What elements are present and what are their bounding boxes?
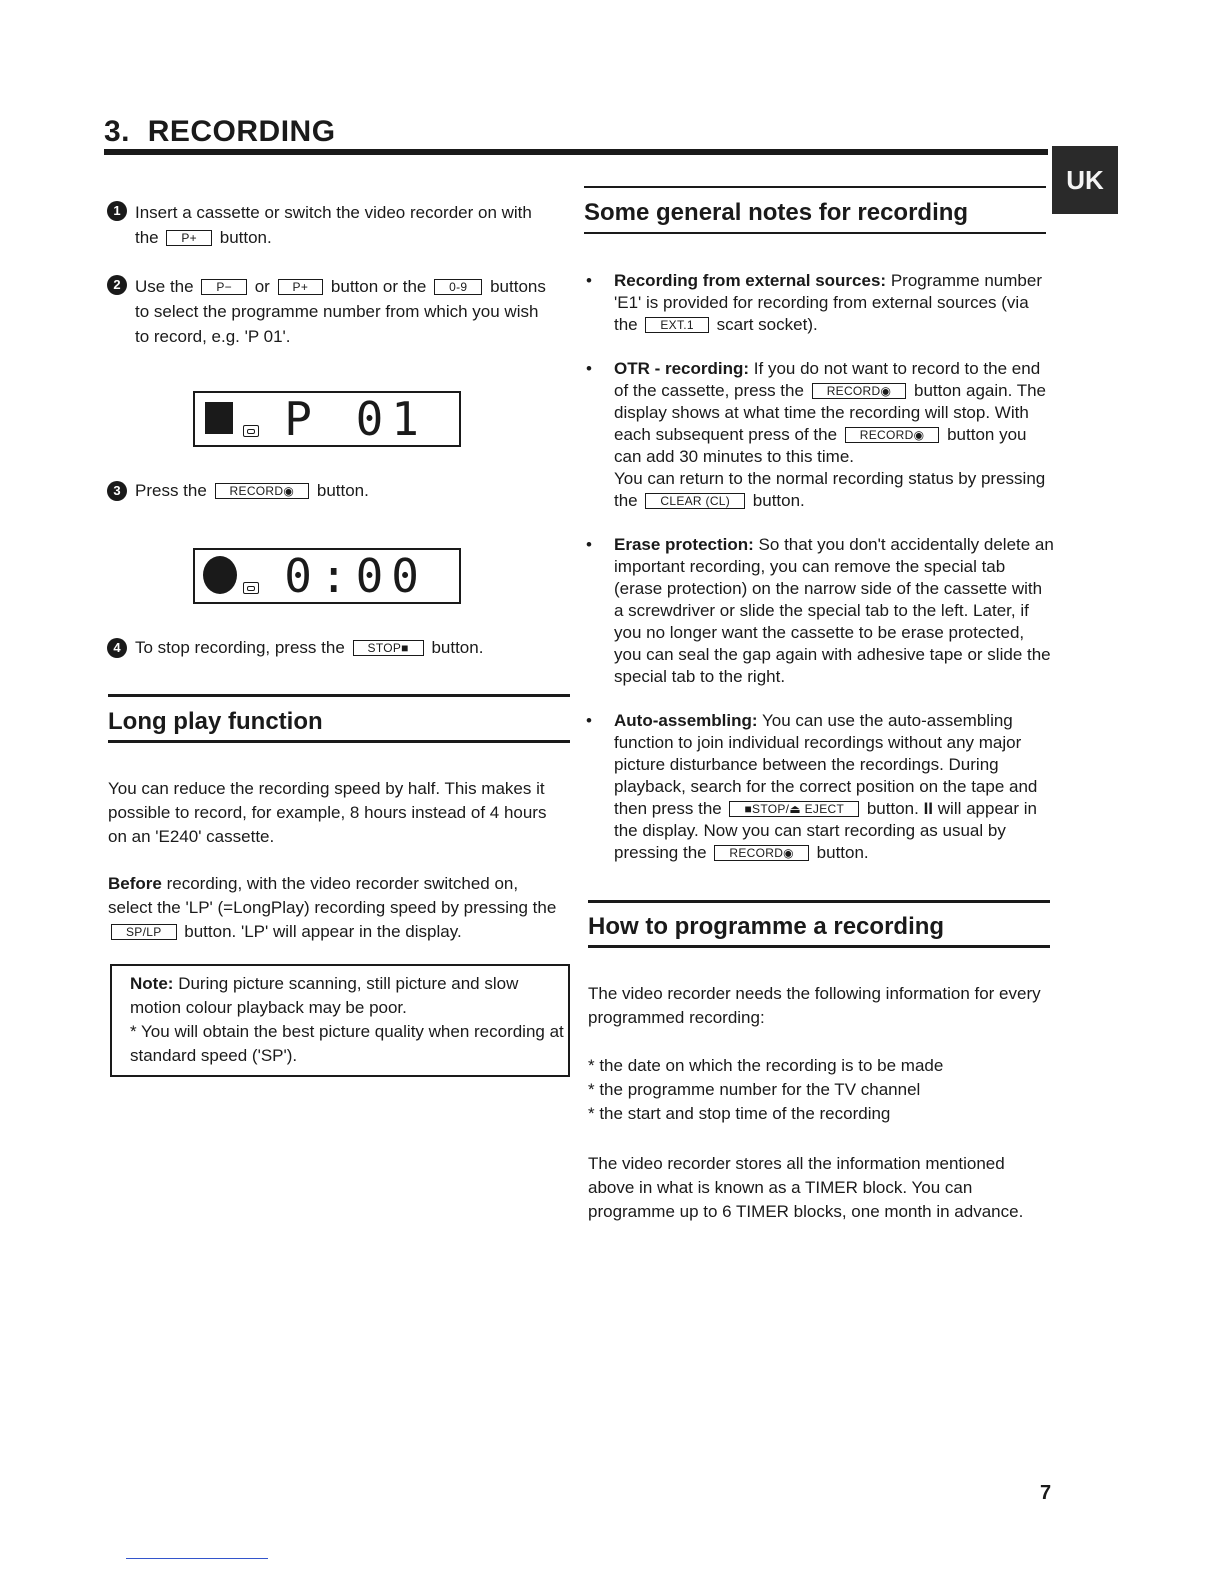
vcr-display-recording [193, 548, 461, 604]
page-number: 7 [1040, 1482, 1052, 1504]
section-rule [108, 694, 570, 697]
p-minus-key: P− [201, 279, 247, 295]
ext1-key: EXT.1 [645, 317, 709, 333]
cassette-icon [243, 425, 259, 437]
stop-indicator-icon [205, 402, 233, 434]
display-readout: P 01 [284, 392, 427, 446]
record-indicator-icon [203, 556, 237, 594]
record-key: RECORD◉ [215, 483, 310, 499]
sp-lp-key: SP/LP [111, 924, 177, 940]
programme-intro: The video recorder needs the following information for every programmed recording: [588, 984, 1041, 1027]
note-otr-recording: • OTR - recording: If you do not want to record to the end of the cassette, press the RECORD◉ button again. The display shows at what time the recording will stop. With each subsequent press of the RECORD◉ button you can add 30 minutes to this time. You can return to the normal recording status by pressing the CLEAR (CL) button. [586, 359, 1047, 510]
section-rule [584, 186, 1046, 188]
p-plus-key: P+ [166, 230, 212, 246]
step-1: 1 Insert a cassette or switch the video recorder on with the P+ button. [107, 200, 557, 250]
section-heading-programme: How to programme a recording [588, 913, 945, 940]
record-key: RECORD◉ [812, 383, 907, 399]
p-plus-key: P+ [278, 279, 324, 295]
stop-key: STOP■ [353, 640, 424, 656]
cassette-icon [243, 582, 259, 594]
footer-line [126, 1558, 268, 1559]
note-box: Note: During picture scanning, still picture and slow motion colour playback may be poor. * You will obtain the best picture quality when recording at standard speed ('SP'). [110, 964, 570, 1077]
programme-timer-paragraph: The video recorder stores all the information mentioned above in what is known as a TIMER block. You can programme up to 6 TIMER blocks, one month in advance. [588, 1154, 1024, 1221]
step-number: 2 [107, 275, 127, 295]
section-rule [588, 900, 1050, 903]
record-key: RECORD◉ [714, 845, 809, 861]
stop-eject-key: ■STOP/⏏ EJECT [729, 801, 859, 817]
list-item: * the programme number for the TV channel [588, 1080, 921, 1099]
long-play-before-paragraph: Before recording, with the video recorder switched on, select the 'LP' (=LongPlay) recording speed by pressing the SP/LP button. 'LP' will appear in the display. [108, 874, 557, 941]
display-readout: 0:00 [284, 549, 427, 603]
step-3: 3 Press the RECORD◉ button. [107, 480, 557, 502]
digit-keys: 0-9 [434, 279, 482, 295]
note-external-sources: • Recording from external sources: Programme number 'E1' is provided for recording from external sources (via the EXT.1 scart socket). [586, 271, 1042, 334]
title-rule [104, 149, 1048, 155]
step-number: 4 [107, 638, 127, 658]
step-number: 1 [107, 201, 127, 221]
list-item: * the date on which the recording is to be made [588, 1056, 944, 1075]
note-erase-protection: • Erase protection: So that you don't accidentally delete an important recording, you can remove the special tab (erase protection) on the narrow side of the cassette with a screwdriver or slide the special tab to the left. Later, if you no longer want the cassette to be erase protected, you can seal the gap again with adhesive tape or slide the special tab to the right. [586, 535, 1054, 686]
step-2: 2 Use the P− or P+ button or the 0-9 buttons to select the programme number from which you wish to record, e.g. 'P 01'. [107, 274, 557, 349]
pause-icon: II [923, 799, 934, 818]
step-number: 3 [107, 481, 127, 501]
section-heading-general-notes: Some general notes for recording [584, 199, 969, 226]
programme-list [588, 1054, 1048, 1126]
section-heading-long-play: Long play function [108, 708, 323, 735]
section-rule [584, 232, 1046, 234]
note-auto-assembling: • Auto-assembling: You can use the auto-assembling function to join individual recordings without any major picture disturbance between the recordings. During playback, search for the correct position on the tape and then press the ■STOP/⏏ EJECT button. II will appear in the display. Now you can start recording as usual by pressing the RECORD◉ button. [586, 711, 1038, 862]
list-item: * the start and stop time of the recording [588, 1104, 891, 1123]
step-4: 4 To stop recording, press the STOP■ button. [107, 637, 557, 659]
language-tab: UK [1052, 146, 1118, 214]
long-play-paragraph: You can reduce the recording speed by half. This makes it possible to record, for example, 8 hours instead of 4 hours on an 'E240' cassette. [108, 779, 547, 846]
section-rule [588, 945, 1050, 948]
section-rule [108, 740, 570, 743]
record-key: RECORD◉ [845, 427, 940, 443]
page-title: 3. RECORDING [104, 115, 336, 148]
clear-key: CLEAR (CL) [645, 493, 745, 509]
vcr-display-programme [193, 391, 461, 447]
